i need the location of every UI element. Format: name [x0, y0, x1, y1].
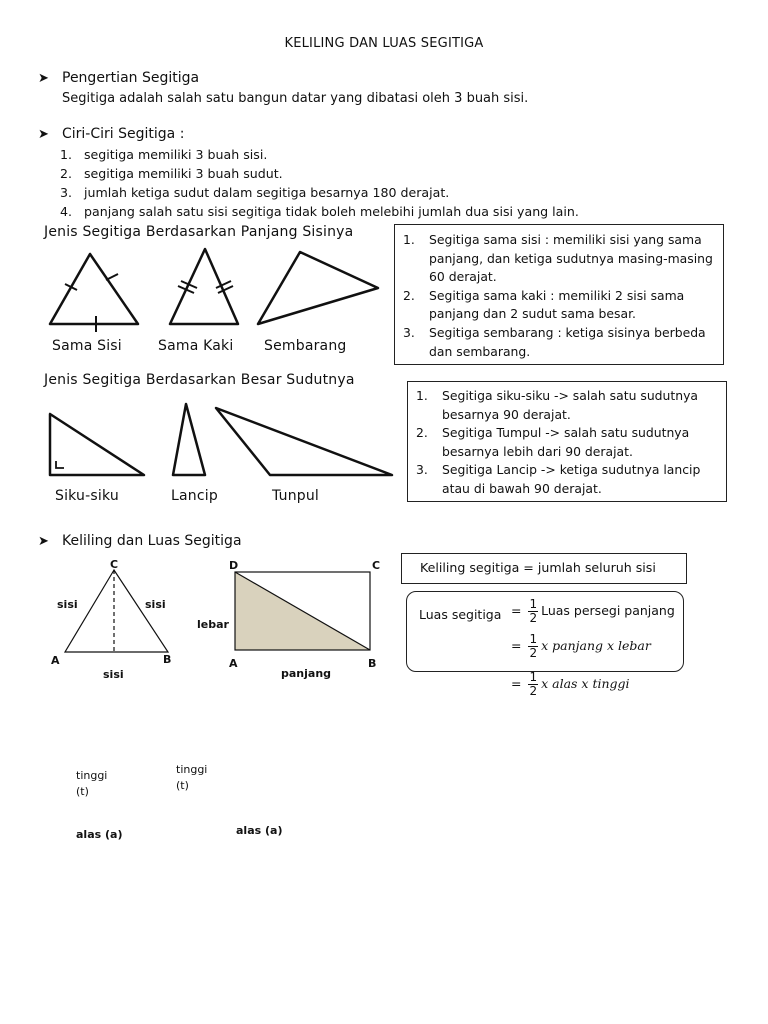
luas-formula-1 [511, 598, 675, 625]
item-text: segitiga memiliki 3 buah sudut. [84, 166, 283, 181]
item-text: Segitiga Tumpul -> salah satu sudutnya besarnya lebih dari 90 derajat. [442, 425, 690, 459]
label-sama-kaki: Sama Kaki [158, 338, 234, 354]
pengertian-text: Segitiga adalah salah satu bangun datar yang dibatasi oleh 3 buah sisi. [62, 91, 529, 106]
list-item [416, 387, 718, 424]
item-text: jumlah ketiga sudut dalam segitiga besarnya 180 derajat. [84, 185, 450, 200]
list-item [403, 231, 715, 287]
arrow-bullet-icon: ➤ [38, 71, 49, 86]
item-number: 2. [60, 166, 73, 181]
item-number: 1. [416, 388, 428, 403]
list-item [60, 183, 760, 202]
formula-text: Luas persegi panjang [541, 603, 675, 618]
angle-type-list [416, 387, 718, 499]
item-text: panjang salah satu sisi segitiga tidak boleh melebihi jumlah dua sisi yang lain. [84, 204, 579, 219]
rect-vertex-b-label: B [368, 657, 377, 670]
side-bottom-label: sisi [103, 668, 124, 681]
label-tunpul: Tunpul [272, 488, 320, 504]
keliling-formula: Keliling segitiga = jumlah seluruh sisi [420, 560, 656, 575]
list-item [60, 164, 760, 183]
luas-label: Luas segitiga [419, 607, 502, 622]
rect-height-label: lebar [197, 618, 229, 631]
side-type-info-box [394, 224, 724, 365]
tinggi-label-2: tinggi [176, 763, 208, 776]
page-title: KELILING DAN LUAS SEGITIGA [284, 36, 484, 51]
frac-denominator: 2 [529, 611, 538, 625]
list-item [403, 287, 715, 324]
jenis-sudut-heading: Jenis Segitiga Berdasarkan Besar Sudutnya [44, 372, 355, 388]
frac-numerator: 1 [529, 632, 538, 646]
item-text: Segitiga sama kaki : memiliki 2 sisi sama panjang dan 2 sudut sama besar. [429, 287, 685, 322]
formula-text: x alas x tinggi [541, 676, 630, 691]
arrow-bullet-icon: ➤ [38, 534, 49, 549]
heading-text: Keliling dan Luas Segitiga [62, 533, 242, 549]
section-heading-pengertian [38, 70, 199, 86]
luas-formula-3 [511, 671, 630, 698]
label-sembarang: Sembarang [264, 338, 347, 354]
list-item [60, 145, 760, 164]
item-text: Segitiga sama sisi : memiliki sisi yang sama panjang, dan ketiga sudutnya masing-masing 60 derajat. [429, 232, 713, 285]
item-number: 4. [60, 204, 73, 219]
vertex-c-label: C [110, 558, 119, 571]
frac-numerator: 1 [529, 670, 538, 684]
heading-text: Ciri-Ciri Segitiga : [62, 126, 185, 142]
list-item [416, 424, 718, 461]
label-sama-sisi: Sama Sisi [52, 338, 122, 354]
vertex-b-label: B [163, 653, 172, 666]
side-type-list [403, 231, 715, 361]
fraction-half [528, 598, 538, 625]
item-number: 3. [416, 462, 428, 478]
frac-numerator: 1 [529, 597, 538, 611]
rect-vertex-c-label: C [372, 559, 381, 572]
item-number: 2. [416, 425, 428, 441]
isosceles-triangle-figure [170, 249, 238, 324]
arrow-bullet-icon: ➤ [38, 127, 49, 142]
item-number: 1. [60, 147, 73, 162]
t-label-2: (t) [176, 779, 189, 792]
rectangle-abcd-diagram [230, 568, 375, 656]
rect-vertex-d-label: D [229, 559, 239, 572]
keliling-box [401, 553, 687, 584]
scalene-triangle-figure [258, 252, 378, 324]
obtuse-triangle-figure [216, 408, 392, 475]
item-number: 3. [60, 185, 73, 200]
list-item [403, 324, 715, 361]
item-text: Segitiga siku-siku -> salah satu sudutnya besarnya 90 derajat. [442, 388, 699, 422]
side-right-label: sisi [145, 598, 166, 611]
item-number: 2. [403, 287, 415, 303]
list-item [60, 202, 760, 221]
vertex-a-label: A [51, 654, 60, 667]
list-item [416, 461, 718, 498]
item-text: Segitiga Lancip -> ketiga sudutnya lancip atau di bawah 90 derajat. [442, 462, 701, 496]
angle-type-info-box [407, 381, 727, 502]
jenis-sisi-heading: Jenis Segitiga Berdasarkan Panjang Sisinya [44, 224, 354, 240]
equals-sign: = [511, 603, 522, 618]
label-lancip: Lancip [171, 488, 218, 504]
label-siku-siku: Siku-siku [55, 488, 119, 504]
section-heading-ciri [38, 126, 184, 142]
formula-text: x panjang x lebar [541, 638, 651, 653]
rect-vertex-a-label: A [229, 657, 238, 670]
frac-denominator: 2 [529, 684, 538, 698]
angle-type-triangles [40, 398, 400, 480]
alas-label-2: alas (a) [236, 824, 283, 837]
right-triangle-figure [50, 414, 144, 475]
fraction-half [528, 671, 538, 698]
fraction-half [528, 633, 538, 660]
tinggi-label-1: tinggi [76, 769, 108, 782]
item-number: 1. [403, 232, 415, 247]
item-number: 3. [403, 324, 415, 340]
side-type-triangles [40, 244, 390, 334]
rect-width-label: panjang [281, 667, 332, 680]
acute-triangle-figure [173, 404, 205, 475]
item-text: Segitiga sembarang : ketiga sisinya berbeda dan sembarang. [429, 324, 706, 359]
item-text: segitiga memiliki 3 buah sisi. [84, 147, 268, 162]
equals-sign: = [511, 676, 522, 691]
section-heading-keliling-luas [38, 533, 242, 549]
frac-denominator: 2 [529, 646, 538, 660]
heading-text: Pengertian Segitiga [62, 70, 200, 86]
side-left-label: sisi [57, 598, 78, 611]
t-label-1: (t) [76, 785, 89, 798]
equilateral-triangle-figure [50, 254, 138, 332]
alas-label-1: alas (a) [76, 828, 123, 841]
luas-formula-2 [511, 633, 651, 660]
equals-sign: = [511, 638, 522, 653]
ciri-list [60, 145, 760, 221]
